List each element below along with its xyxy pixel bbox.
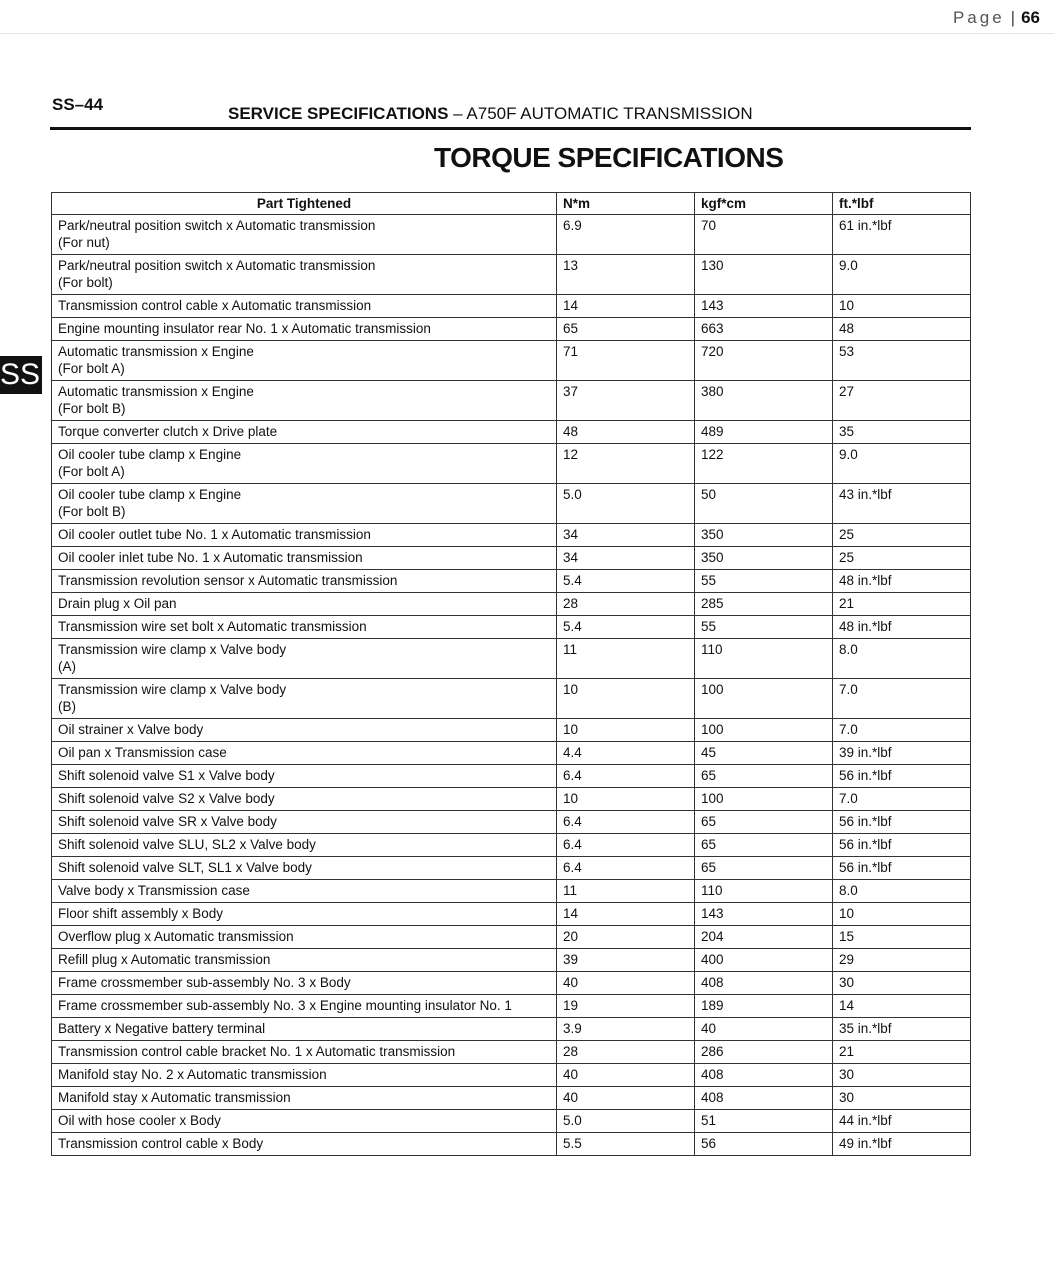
part-name: Drain plug x Oil pan	[58, 596, 177, 611]
nm-cell: 34	[557, 547, 695, 570]
table-row	[52, 484, 971, 524]
part-name: Transmission wire set bolt x Automatic transmission	[58, 619, 367, 634]
part-name: Shift solenoid valve SLU, SL2 x Valve body	[58, 837, 316, 852]
nm-cell: 12	[557, 444, 695, 484]
kgf-cell: 100	[695, 719, 833, 742]
part-name: Oil with hose cooler x Body	[58, 1113, 221, 1128]
section-side-tab: SS	[0, 356, 42, 394]
kgf-cell: 143	[695, 903, 833, 926]
part-name: Battery x Negative battery terminal	[58, 1021, 266, 1036]
ftlbf-cell: 7.0	[833, 788, 971, 811]
part-qualifier: (For nut)	[58, 235, 110, 250]
part-name: Shift solenoid valve SLT, SL1 x Valve body	[58, 860, 312, 875]
ftlbf-cell: 7.0	[833, 719, 971, 742]
part-name: Shift solenoid valve S1 x Valve body	[58, 768, 275, 783]
ftlbf-cell: 29	[833, 949, 971, 972]
section-header	[228, 104, 753, 124]
part-name: Transmission control cable x Automatic transmission	[58, 298, 372, 313]
part-cell	[52, 215, 557, 255]
nm-cell: 34	[557, 524, 695, 547]
kgf-cell: 130	[695, 255, 833, 295]
nm-cell: 39	[557, 949, 695, 972]
nm-cell: 28	[557, 593, 695, 616]
part-name: Oil cooler tube clamp x Engine	[58, 447, 242, 462]
section-header-title: SERVICE SPECIFICATIONS	[228, 104, 449, 123]
ftlbf-cell: 15	[833, 926, 971, 949]
top-divider	[0, 33, 1054, 34]
ftlbf-cell: 56 in.*lbf	[833, 811, 971, 834]
part-cell	[52, 742, 557, 765]
kgf-cell: 56	[695, 1133, 833, 1156]
table-row	[52, 880, 971, 903]
page-label: Page	[952, 8, 1005, 27]
section-header-dash: –	[453, 104, 463, 123]
kgf-cell: 40	[695, 1018, 833, 1041]
part-name: Frame crossmember sub-assembly No. 3 x Engine mounting insulator No. 1	[58, 998, 512, 1013]
kgf-cell: 51	[695, 1110, 833, 1133]
kgf-cell: 350	[695, 547, 833, 570]
ftlbf-cell: 48	[833, 318, 971, 341]
nm-cell: 6.4	[557, 834, 695, 857]
table-header-row	[52, 193, 971, 215]
table-row	[52, 857, 971, 880]
part-name: Transmission wire clamp x Valve body	[58, 682, 287, 697]
kgf-cell: 350	[695, 524, 833, 547]
part-cell	[52, 765, 557, 788]
ftlbf-cell: 10	[833, 295, 971, 318]
part-qualifier: (For bolt A)	[58, 464, 125, 479]
page-separator: |	[1010, 8, 1016, 27]
column-header-kgf: kgf*cm	[695, 193, 833, 215]
column-header-ft: ft.*lbf	[833, 193, 971, 215]
part-name: Valve body x Transmission case	[58, 883, 250, 898]
part-cell	[52, 811, 557, 834]
kgf-cell: 408	[695, 1087, 833, 1110]
kgf-cell: 45	[695, 742, 833, 765]
nm-cell: 37	[557, 381, 695, 421]
part-cell	[52, 972, 557, 995]
part-cell	[52, 616, 557, 639]
ftlbf-cell: 9.0	[833, 255, 971, 295]
kgf-cell: 663	[695, 318, 833, 341]
nm-cell: 10	[557, 679, 695, 719]
nm-cell: 5.4	[557, 570, 695, 593]
part-name: Park/neutral position switch x Automatic transmission	[58, 258, 376, 273]
kgf-cell: 100	[695, 679, 833, 719]
ftlbf-cell: 30	[833, 972, 971, 995]
table-body	[52, 215, 971, 1156]
part-name: Engine mounting insulator rear No. 1 x Automatic transmission	[58, 321, 431, 336]
nm-cell: 11	[557, 880, 695, 903]
kgf-cell: 55	[695, 570, 833, 593]
part-cell	[52, 318, 557, 341]
part-cell	[52, 255, 557, 295]
column-header-part: Part Tightened	[52, 193, 557, 215]
kgf-cell: 408	[695, 1064, 833, 1087]
nm-cell: 4.4	[557, 742, 695, 765]
kgf-cell: 380	[695, 381, 833, 421]
part-name: Automatic transmission x Engine	[58, 384, 254, 399]
ftlbf-cell: 30	[833, 1087, 971, 1110]
ftlbf-cell: 25	[833, 547, 971, 570]
section-code: SS–44	[52, 95, 104, 114]
part-cell	[52, 639, 557, 679]
part-name: Shift solenoid valve SR x Valve body	[58, 814, 277, 829]
part-cell	[52, 1041, 557, 1064]
part-qualifier: (B)	[58, 699, 76, 714]
table-row	[52, 421, 971, 444]
document-title: TORQUE SPECIFICATIONS	[434, 142, 784, 173]
part-cell	[52, 547, 557, 570]
kgf-cell: 100	[695, 788, 833, 811]
nm-cell: 19	[557, 995, 695, 1018]
kgf-cell: 400	[695, 949, 833, 972]
kgf-cell: 189	[695, 995, 833, 1018]
nm-cell: 14	[557, 903, 695, 926]
part-cell	[52, 857, 557, 880]
part-cell	[52, 995, 557, 1018]
nm-cell: 40	[557, 1064, 695, 1087]
kgf-cell: 65	[695, 834, 833, 857]
part-cell	[52, 926, 557, 949]
ftlbf-cell: 53	[833, 341, 971, 381]
part-cell	[52, 421, 557, 444]
kgf-cell: 143	[695, 295, 833, 318]
part-qualifier: (For bolt A)	[58, 361, 125, 376]
nm-cell: 11	[557, 639, 695, 679]
table-row	[52, 381, 971, 421]
nm-cell: 20	[557, 926, 695, 949]
part-name: Manifold stay No. 2 x Automatic transmission	[58, 1067, 327, 1082]
nm-cell: 3.9	[557, 1018, 695, 1041]
part-name: Oil cooler outlet tube No. 1 x Automatic transmission	[58, 527, 371, 542]
table-row	[52, 811, 971, 834]
part-cell	[52, 484, 557, 524]
part-name: Oil cooler tube clamp x Engine	[58, 487, 242, 502]
ftlbf-cell: 49 in.*lbf	[833, 1133, 971, 1156]
nm-cell: 6.4	[557, 857, 695, 880]
nm-cell: 6.4	[557, 765, 695, 788]
ftlbf-cell: 21	[833, 1041, 971, 1064]
table-row	[52, 834, 971, 857]
part-cell	[52, 1064, 557, 1087]
nm-cell: 71	[557, 341, 695, 381]
table-row	[52, 255, 971, 295]
table-row	[52, 1087, 971, 1110]
table-row	[52, 547, 971, 570]
table-row	[52, 903, 971, 926]
nm-cell: 40	[557, 972, 695, 995]
part-cell	[52, 1110, 557, 1133]
ftlbf-cell: 44 in.*lbf	[833, 1110, 971, 1133]
part-name: Frame crossmember sub-assembly No. 3 x Body	[58, 975, 351, 990]
kgf-cell: 50	[695, 484, 833, 524]
ftlbf-cell: 21	[833, 593, 971, 616]
section-header-subtitle: A750F AUTOMATIC TRANSMISSION	[466, 104, 753, 123]
part-cell	[52, 949, 557, 972]
nm-cell: 48	[557, 421, 695, 444]
kgf-cell: 65	[695, 857, 833, 880]
table-row	[52, 788, 971, 811]
part-name: Overflow plug x Automatic transmission	[58, 929, 294, 944]
part-qualifier: (For bolt)	[58, 275, 113, 290]
ftlbf-cell: 56 in.*lbf	[833, 857, 971, 880]
part-cell	[52, 341, 557, 381]
ftlbf-cell: 56 in.*lbf	[833, 834, 971, 857]
part-name: Oil strainer x Valve body	[58, 722, 204, 737]
part-cell	[52, 295, 557, 318]
nm-cell: 10	[557, 719, 695, 742]
kgf-cell: 110	[695, 639, 833, 679]
part-name: Refill plug x Automatic transmission	[58, 952, 271, 967]
table-row	[52, 616, 971, 639]
ftlbf-cell: 35 in.*lbf	[833, 1018, 971, 1041]
table-row	[52, 719, 971, 742]
table-row	[52, 995, 971, 1018]
kgf-cell: 122	[695, 444, 833, 484]
part-cell	[52, 788, 557, 811]
kgf-cell: 204	[695, 926, 833, 949]
part-cell	[52, 834, 557, 857]
table-row	[52, 570, 971, 593]
ftlbf-cell: 14	[833, 995, 971, 1018]
ftlbf-cell: 35	[833, 421, 971, 444]
ftlbf-cell: 27	[833, 381, 971, 421]
torque-spec-table	[51, 192, 971, 1156]
part-cell	[52, 1087, 557, 1110]
part-cell	[52, 903, 557, 926]
nm-cell: 6.9	[557, 215, 695, 255]
nm-cell: 13	[557, 255, 695, 295]
table-row	[52, 679, 971, 719]
nm-cell: 10	[557, 788, 695, 811]
table-row	[52, 444, 971, 484]
column-header-nm: N*m	[557, 193, 695, 215]
part-cell	[52, 570, 557, 593]
ftlbf-cell: 43 in.*lbf	[833, 484, 971, 524]
table-row	[52, 1018, 971, 1041]
kgf-cell: 65	[695, 765, 833, 788]
ftlbf-cell: 10	[833, 903, 971, 926]
kgf-cell: 70	[695, 215, 833, 255]
table-row	[52, 524, 971, 547]
table-row	[52, 972, 971, 995]
nm-cell: 28	[557, 1041, 695, 1064]
part-cell	[52, 719, 557, 742]
ftlbf-cell: 56 in.*lbf	[833, 765, 971, 788]
nm-cell: 14	[557, 295, 695, 318]
kgf-cell: 489	[695, 421, 833, 444]
part-cell	[52, 524, 557, 547]
part-name: Oil cooler inlet tube No. 1 x Automatic transmission	[58, 550, 363, 565]
table-row	[52, 295, 971, 318]
table-row	[52, 341, 971, 381]
part-qualifier: (A)	[58, 659, 76, 674]
table-row	[52, 318, 971, 341]
part-name: Park/neutral position switch x Automatic transmission	[58, 218, 376, 233]
part-qualifier: (For bolt B)	[58, 504, 126, 519]
table-row	[52, 639, 971, 679]
ftlbf-cell: 25	[833, 524, 971, 547]
table-row	[52, 765, 971, 788]
part-cell	[52, 1133, 557, 1156]
ftlbf-cell: 48 in.*lbf	[833, 616, 971, 639]
table-row	[52, 593, 971, 616]
nm-cell: 6.4	[557, 811, 695, 834]
part-cell	[52, 381, 557, 421]
nm-cell: 5.0	[557, 1110, 695, 1133]
part-cell	[52, 679, 557, 719]
part-name: Oil pan x Transmission case	[58, 745, 227, 760]
header-divider	[50, 127, 971, 130]
part-name: Shift solenoid valve S2 x Valve body	[58, 791, 275, 806]
part-name: Transmission control cable bracket No. 1 x Automatic transmission	[58, 1044, 456, 1059]
table-row	[52, 1133, 971, 1156]
ftlbf-cell: 8.0	[833, 639, 971, 679]
table-row	[52, 215, 971, 255]
table-row	[52, 1041, 971, 1064]
part-name: Transmission control cable x Body	[58, 1136, 264, 1151]
ftlbf-cell: 9.0	[833, 444, 971, 484]
kgf-cell: 65	[695, 811, 833, 834]
table-row	[52, 742, 971, 765]
kgf-cell: 720	[695, 341, 833, 381]
part-cell	[52, 1018, 557, 1041]
part-name: Automatic transmission x Engine	[58, 344, 254, 359]
nm-cell: 5.4	[557, 616, 695, 639]
table-row	[52, 1064, 971, 1087]
ftlbf-cell: 8.0	[833, 880, 971, 903]
ftlbf-cell: 61 in.*lbf	[833, 215, 971, 255]
ftlbf-cell: 39 in.*lbf	[833, 742, 971, 765]
kgf-cell: 285	[695, 593, 833, 616]
kgf-cell: 55	[695, 616, 833, 639]
part-qualifier: (For bolt B)	[58, 401, 126, 416]
table-row	[52, 926, 971, 949]
ftlbf-cell: 48 in.*lbf	[833, 570, 971, 593]
kgf-cell: 110	[695, 880, 833, 903]
nm-cell: 40	[557, 1087, 695, 1110]
kgf-cell: 408	[695, 972, 833, 995]
page-number-value: 66	[1021, 8, 1040, 27]
nm-cell: 5.5	[557, 1133, 695, 1156]
table-row	[52, 1110, 971, 1133]
part-name: Transmission wire clamp x Valve body	[58, 642, 287, 657]
part-cell	[52, 593, 557, 616]
ftlbf-cell: 30	[833, 1064, 971, 1087]
part-name: Manifold stay x Automatic transmission	[58, 1090, 291, 1105]
kgf-cell: 286	[695, 1041, 833, 1064]
part-name: Floor shift assembly x Body	[58, 906, 224, 921]
ftlbf-cell: 7.0	[833, 679, 971, 719]
table-row	[52, 949, 971, 972]
page-number	[953, 8, 1040, 28]
nm-cell: 65	[557, 318, 695, 341]
part-name: Torque converter clutch x Drive plate	[58, 424, 278, 439]
nm-cell: 5.0	[557, 484, 695, 524]
part-cell	[52, 880, 557, 903]
part-name: Transmission revolution sensor x Automatic transmission	[58, 573, 398, 588]
part-cell	[52, 444, 557, 484]
